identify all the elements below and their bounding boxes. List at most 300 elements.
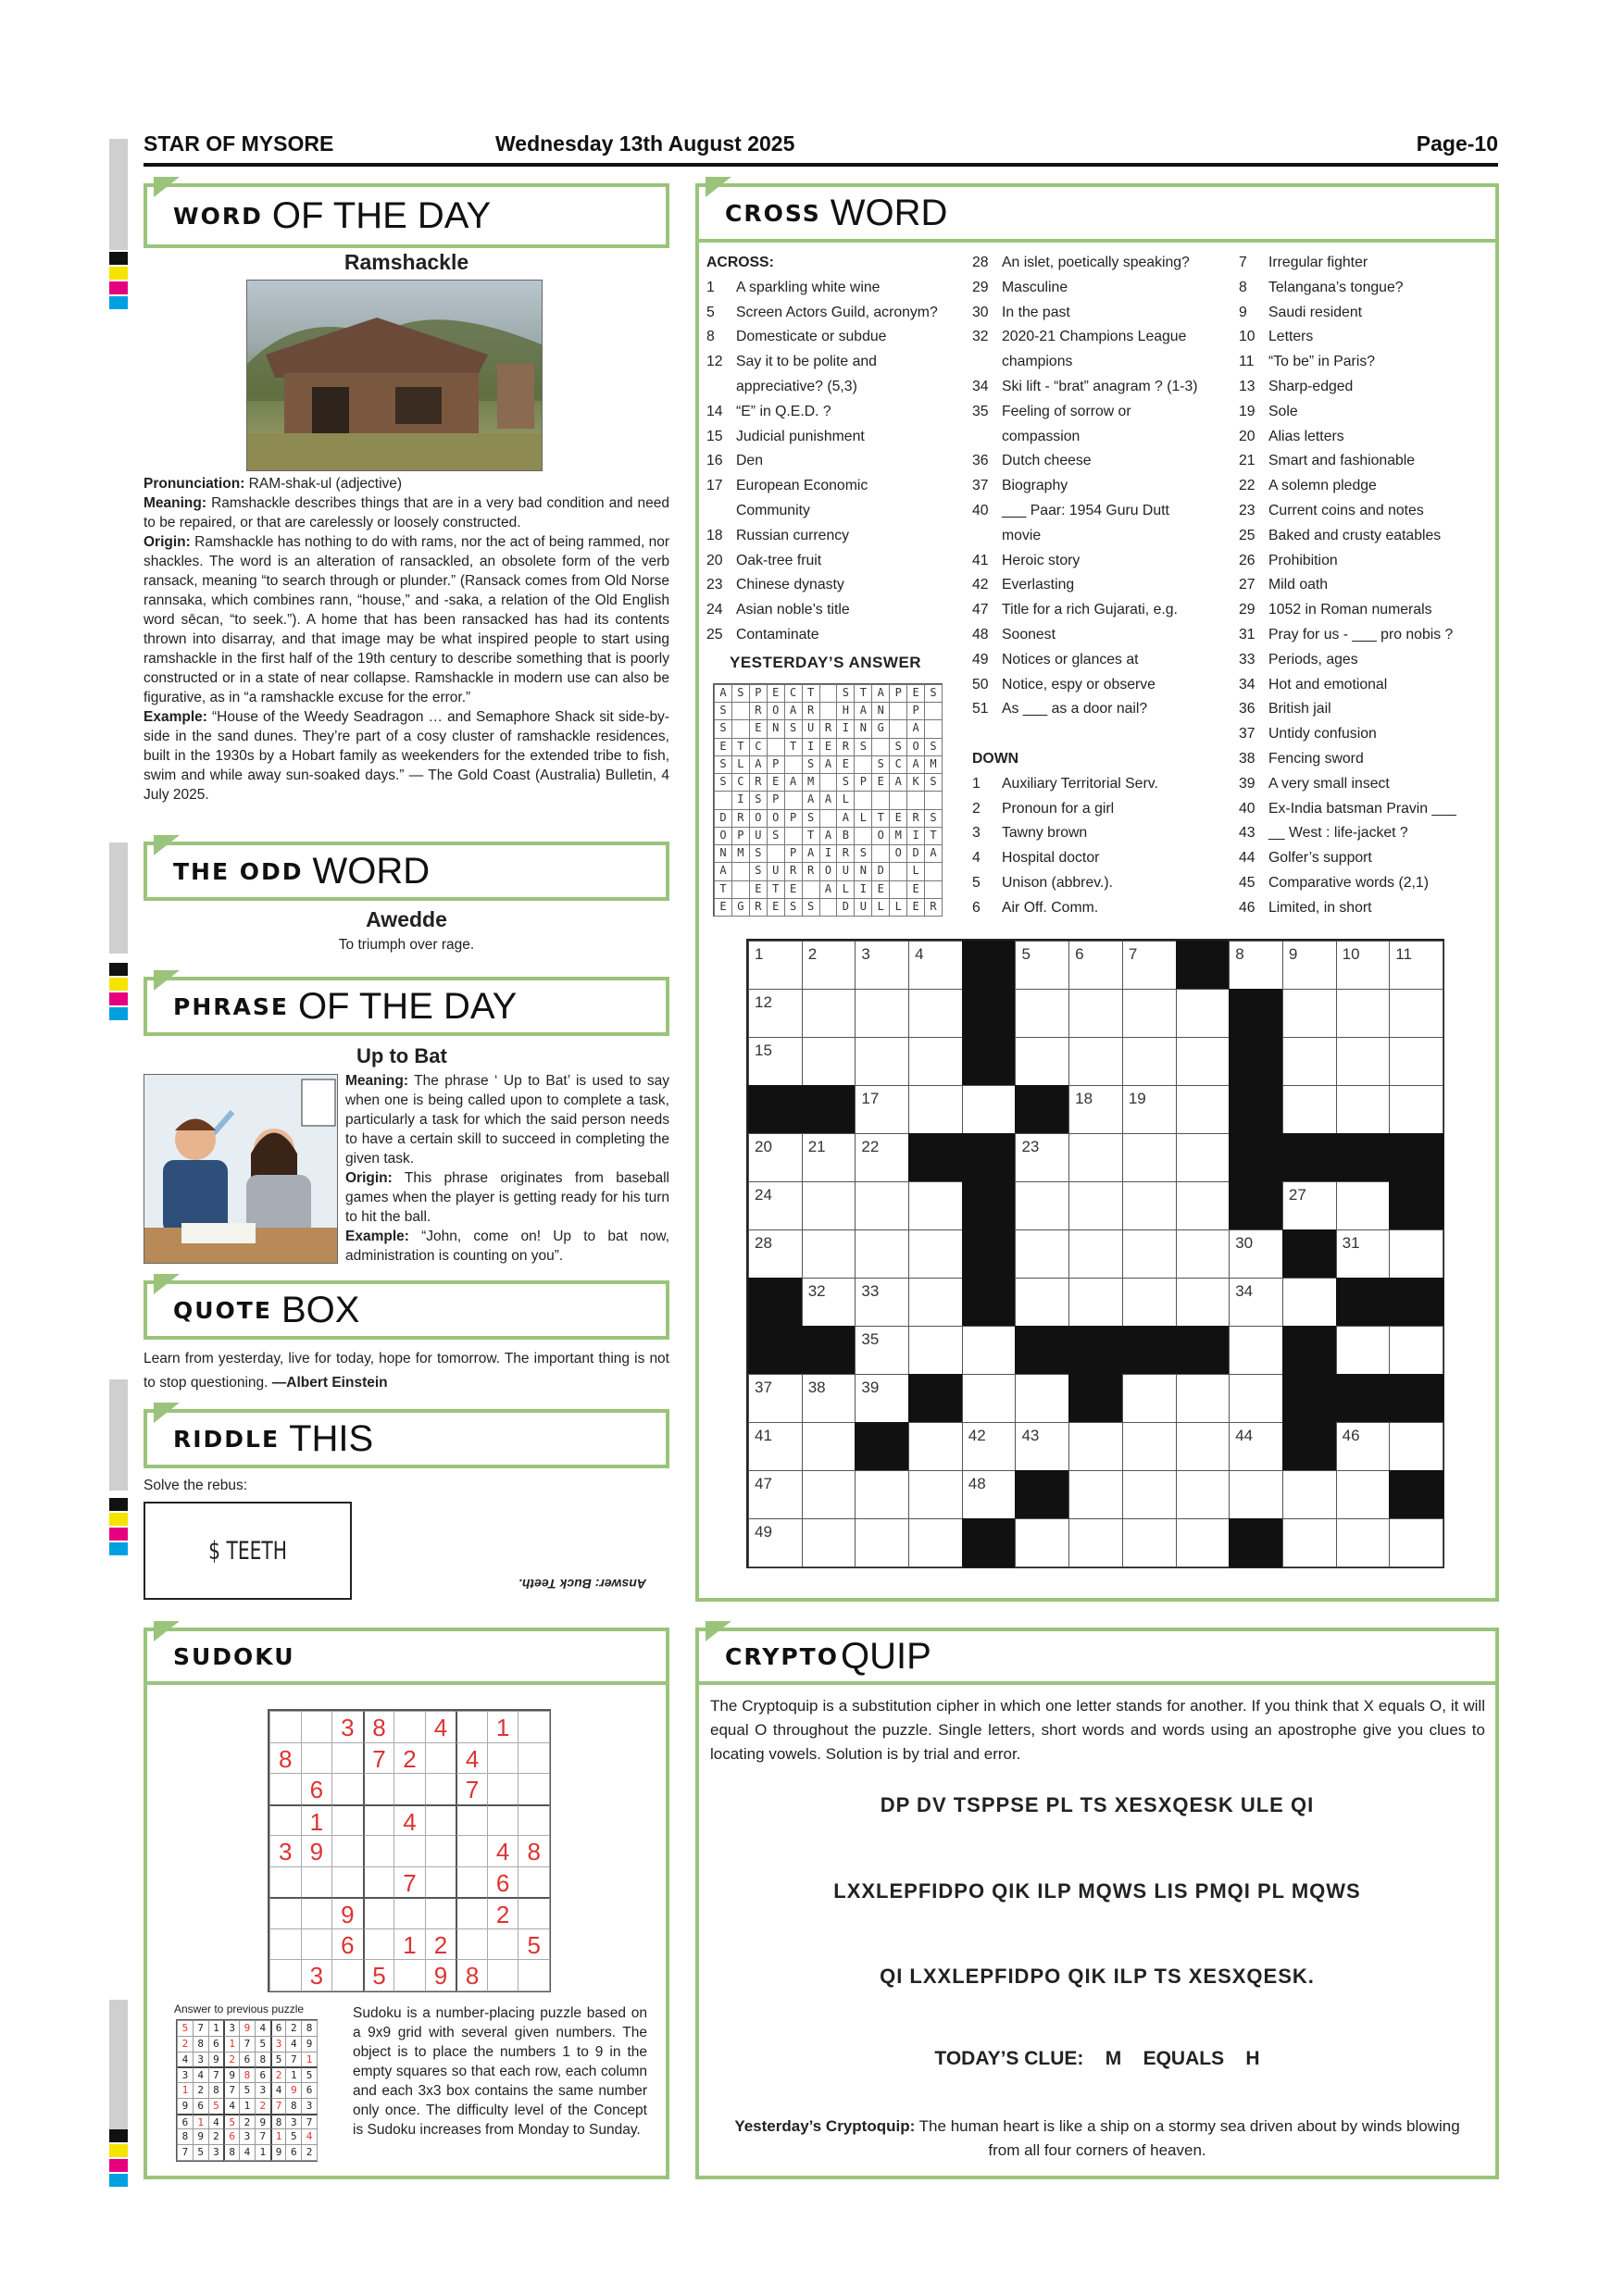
- crossword-cell[interactable]: [855, 1229, 909, 1279]
- answer-cell: D: [871, 862, 890, 880]
- crossword-cell[interactable]: [1282, 1037, 1337, 1086]
- sudoku-cell[interactable]: [301, 1866, 333, 1899]
- sudoku-cell[interactable]: [456, 1897, 488, 1929]
- clue-number: 1: [706, 279, 715, 295]
- sudoku-cell[interactable]: 8: [363, 1711, 395, 1743]
- crossword-cell[interactable]: [1336, 941, 1391, 990]
- crossword-cell[interactable]: [1068, 1470, 1123, 1519]
- cipher-line-1: DP DV TSPPSE PL TS XESXQESK ULE QI: [880, 1793, 1315, 1816]
- crossword-cell[interactable]: [1282, 1470, 1337, 1519]
- sudoku-cell[interactable]: [363, 1835, 395, 1867]
- crossword-cell[interactable]: [1015, 1422, 1069, 1471]
- crossword-cell[interactable]: [1229, 1278, 1283, 1327]
- crossword-cell[interactable]: [748, 1037, 803, 1086]
- crossword-cell[interactable]: [962, 1470, 1017, 1519]
- sudoku-cell[interactable]: [394, 1897, 426, 1929]
- crossword-cell[interactable]: [1389, 1229, 1443, 1279]
- crossword-cell[interactable]: [908, 1181, 963, 1230]
- clue-text: Say it to be polite and: [736, 354, 877, 370]
- crossword-cell[interactable]: [1389, 941, 1443, 990]
- sudoku-cell[interactable]: [456, 1866, 488, 1899]
- cell-number: 19: [1128, 1090, 1146, 1107]
- sudoku-cell[interactable]: [425, 1804, 457, 1837]
- answer-cell: A: [836, 809, 855, 828]
- sudoku-cell[interactable]: [331, 1866, 364, 1899]
- sudoku-cell[interactable]: 4: [487, 1835, 519, 1867]
- clue: [972, 301, 1236, 326]
- crossword-cell[interactable]: [908, 1085, 963, 1134]
- sudoku-cell[interactable]: [456, 1711, 488, 1743]
- prev-sudoku-cell: 7: [255, 2128, 271, 2145]
- sudoku-cell[interactable]: 2: [425, 1928, 457, 1961]
- sudoku-cell[interactable]: 7: [363, 1742, 395, 1775]
- answer-cell: M: [802, 773, 820, 792]
- cell-number: 43: [1021, 1427, 1040, 1444]
- sudoku-cell[interactable]: [269, 1928, 302, 1961]
- crossword-cell[interactable]: [1068, 1518, 1123, 1567]
- cell-number: 1: [755, 945, 764, 963]
- sudoku-cell[interactable]: 4: [394, 1804, 426, 1837]
- sudoku-cell[interactable]: 8: [269, 1742, 302, 1775]
- prev-sudoku-cell: 9: [208, 2052, 225, 2068]
- sudoku-cell[interactable]: 6: [301, 1773, 333, 1805]
- crossword-cell[interactable]: [908, 1326, 963, 1375]
- answer-cell: [714, 791, 732, 809]
- sudoku-cell[interactable]: [425, 1742, 457, 1775]
- crossword-cell[interactable]: [1389, 989, 1443, 1038]
- crossword-cell[interactable]: [802, 1278, 856, 1327]
- crossword-cell[interactable]: [1068, 1133, 1123, 1182]
- sudoku-cell[interactable]: 8: [518, 1835, 550, 1867]
- crossword-cell[interactable]: [855, 941, 909, 990]
- answer-cell: A: [906, 755, 925, 774]
- sudoku-cell[interactable]: [269, 1804, 302, 1837]
- crossword-cell[interactable]: [1122, 1229, 1177, 1279]
- sudoku-cell[interactable]: [518, 1804, 550, 1837]
- clue-number: 6: [972, 899, 981, 916]
- crossword-cell[interactable]: [1068, 1085, 1123, 1134]
- sudoku-cell[interactable]: [331, 1742, 364, 1775]
- crossword-grid[interactable]: [746, 939, 1444, 1568]
- crossword-cell[interactable]: [1336, 1037, 1391, 1086]
- sudoku-cell[interactable]: [269, 1711, 302, 1743]
- answer-cell: E: [819, 738, 838, 756]
- crossword-cell[interactable]: [1389, 1085, 1443, 1134]
- sudoku-cell[interactable]: [269, 1897, 302, 1929]
- sudoku-cell[interactable]: 7: [394, 1866, 426, 1899]
- crossword-cell[interactable]: [1015, 1229, 1069, 1279]
- crossword-cell[interactable]: [802, 1518, 856, 1567]
- crossword-cell[interactable]: [1122, 941, 1177, 990]
- sudoku-cell[interactable]: [331, 1835, 364, 1867]
- crossword-cell[interactable]: [748, 1422, 803, 1471]
- clue: [706, 375, 970, 400]
- crossword-cell[interactable]: [855, 1374, 909, 1423]
- crossword-cell[interactable]: [855, 1470, 909, 1519]
- crossword-cell[interactable]: [748, 1518, 803, 1567]
- crossword-cell[interactable]: [748, 1470, 803, 1519]
- crossword-cell[interactable]: [1336, 1470, 1391, 1519]
- clue-number: 34: [972, 378, 989, 394]
- sudoku-cell[interactable]: [518, 1897, 550, 1929]
- crossword-cell[interactable]: [1068, 1037, 1123, 1086]
- crossword-cell[interactable]: [802, 989, 856, 1038]
- crossword-cell[interactable]: [908, 1229, 963, 1279]
- example-label: Example:: [144, 709, 207, 725]
- sudoku-cell[interactable]: [394, 1773, 426, 1805]
- sudoku-cell[interactable]: [301, 1897, 333, 1929]
- quote: Learn from yesterday, live for today, hope for tomorrow. The important thing is not to stop questioning.: [144, 1351, 669, 1391]
- clue-number: 12: [706, 354, 723, 370]
- crossword-cell[interactable]: [855, 989, 909, 1038]
- sudoku-cell[interactable]: [394, 1835, 426, 1867]
- crossword-cell[interactable]: [802, 941, 856, 990]
- answer-cell: A: [714, 684, 732, 703]
- answer-cell: G: [731, 898, 750, 917]
- origin: Ramshackle has nothing to do with rams, nor the act of being rammed, nor shackles. The word is an alteration of ransackled, an obsolete form of the verb ransack, meaning “to search through or plunder.” (Ransack comes from Old Norse rannsaka, which combines rann, “house,” and -saka, a relation of the Old English word sēcan, “to seek.”). A home that has been ransacked has had its contents thrown into disarray, and that image may be what inspired people to start using ramshackle in the first half of the 19th century to describe something that is poorly constructed or in a state of near collapse. Ramshackle in modern use can also be figurative, as in “a ramshackle excuse for the error.”: [144, 534, 669, 705]
- crossword-block: [1282, 1229, 1337, 1279]
- crossword-cell[interactable]: [802, 1374, 856, 1423]
- answer-cell: [906, 791, 925, 809]
- sudoku-cell[interactable]: 9: [331, 1897, 364, 1929]
- crossword-cell[interactable]: [1336, 1422, 1391, 1471]
- crossword-cell[interactable]: [855, 1326, 909, 1375]
- sudoku-cell[interactable]: 4: [425, 1711, 457, 1743]
- crossword-cell[interactable]: [1229, 1470, 1283, 1519]
- sudoku-cell[interactable]: [518, 1742, 550, 1775]
- crossword-cell[interactable]: [1176, 1422, 1230, 1471]
- sudoku-cell[interactable]: 2: [487, 1897, 519, 1929]
- answer-cell: I: [819, 844, 838, 863]
- sudoku-cell[interactable]: 3: [301, 1959, 333, 1991]
- crossword-cell[interactable]: [1068, 1278, 1123, 1327]
- answer-cell: B: [836, 827, 855, 845]
- sudoku-cell[interactable]: [301, 1711, 333, 1743]
- crossword-cell[interactable]: [1336, 1229, 1391, 1279]
- sudoku-cell[interactable]: [487, 1959, 519, 1991]
- crossword-cell[interactable]: [1068, 1422, 1123, 1471]
- sudoku-cell[interactable]: [363, 1866, 395, 1899]
- clue-text: Soonest: [1002, 626, 1056, 643]
- sudoku-cell[interactable]: [456, 1835, 488, 1867]
- crossword-cell[interactable]: [1282, 1278, 1337, 1327]
- crossword-cell[interactable]: [1282, 1181, 1337, 1230]
- crossword-cell[interactable]: [1282, 1085, 1337, 1134]
- riddle-answer: Answer: Buck Teeth.: [518, 1577, 646, 1591]
- sudoku-cell[interactable]: [425, 1897, 457, 1929]
- crossword-cell[interactable]: [748, 1133, 803, 1182]
- crossword-cell[interactable]: [1176, 1085, 1230, 1134]
- crossword-cell[interactable]: [1176, 1181, 1230, 1230]
- clue-number: 21: [1239, 453, 1255, 469]
- sudoku-cell[interactable]: [269, 1959, 302, 1991]
- answer-cell: S: [802, 755, 820, 774]
- crossword-cell[interactable]: [1122, 989, 1177, 1038]
- crossword-cell[interactable]: [908, 1422, 963, 1471]
- crossword-cell[interactable]: [855, 1085, 909, 1134]
- section-title-small: SUDOKU: [173, 1642, 295, 1670]
- sudoku-cell[interactable]: 9: [301, 1835, 333, 1867]
- cell-number: 18: [1075, 1090, 1093, 1107]
- down-clues-col2: [972, 747, 1236, 921]
- crossword-block: [1015, 1470, 1069, 1519]
- crossword-cell[interactable]: [1015, 1374, 1069, 1423]
- crossword-cell[interactable]: [908, 941, 963, 990]
- yesterday-text: The human heart is like a ship on a stormy sea driven about by winds blowing from all four corners of heaven.: [918, 2117, 1460, 2159]
- crossword-cell[interactable]: [1015, 1133, 1069, 1182]
- section-title-small: THE ODD: [173, 857, 304, 885]
- crossword-cell[interactable]: [802, 1470, 856, 1519]
- crossword-cell[interactable]: [748, 1374, 803, 1423]
- crossword-cell[interactable]: [802, 1181, 856, 1230]
- crossword-cell[interactable]: [1015, 1518, 1069, 1567]
- crossword-cell[interactable]: [908, 1278, 963, 1327]
- clue-text: As ___ as a door nail?: [1002, 701, 1148, 718]
- answer-cell: T: [924, 827, 943, 845]
- crossword-cell[interactable]: [1122, 1278, 1177, 1327]
- crossword-cell[interactable]: [802, 1037, 856, 1086]
- sudoku-cell[interactable]: [331, 1804, 364, 1837]
- sudoku-cell[interactable]: [518, 1711, 550, 1743]
- crossword-cell[interactable]: [1229, 1229, 1283, 1279]
- crossword-cell[interactable]: [1282, 941, 1337, 990]
- crossword-cell[interactable]: [748, 989, 803, 1038]
- crossword-cell[interactable]: [802, 1422, 856, 1471]
- sudoku-cell[interactable]: [456, 1804, 488, 1837]
- sudoku-cell[interactable]: 7: [456, 1773, 488, 1805]
- quote-author: —Albert Einstein: [271, 1375, 388, 1391]
- crossword-cell[interactable]: [1389, 1037, 1443, 1086]
- crossword-cell[interactable]: [855, 1037, 909, 1086]
- answer-cell: R: [731, 809, 750, 828]
- sudoku-cell[interactable]: 6: [487, 1866, 519, 1899]
- prev-sudoku-cell: 2: [239, 2114, 256, 2130]
- sudoku-cell[interactable]: 1: [487, 1711, 519, 1743]
- crossword-cell[interactable]: [1176, 1133, 1230, 1182]
- sudoku-cell[interactable]: 8: [456, 1959, 488, 1991]
- crossword-cell[interactable]: [908, 1518, 963, 1567]
- crossword-cell[interactable]: [1229, 1326, 1283, 1375]
- cell-number: 46: [1342, 1427, 1360, 1444]
- clue-number: 16: [706, 453, 723, 469]
- crossword-cell[interactable]: [1389, 1518, 1443, 1567]
- crossword-cell[interactable]: [1068, 1229, 1123, 1279]
- crossword-cell[interactable]: [1176, 1229, 1230, 1279]
- answer-cell: O: [889, 844, 907, 863]
- crossword-cell[interactable]: [1176, 1278, 1230, 1327]
- answer-cell: O: [767, 702, 785, 720]
- answer-cell: P: [784, 809, 803, 828]
- sudoku-cell[interactable]: [301, 1928, 333, 1961]
- answer-cell: [854, 755, 872, 774]
- reg-magenta: [109, 2159, 128, 2172]
- crossword-cell[interactable]: [1282, 1518, 1337, 1567]
- crossword-cell[interactable]: [1282, 989, 1337, 1038]
- sudoku-cell[interactable]: [363, 1897, 395, 1929]
- crossword-cell[interactable]: [1336, 989, 1391, 1038]
- crossword-block: [962, 1133, 1017, 1182]
- sudoku-cell[interactable]: 3: [269, 1835, 302, 1867]
- answer-cell: M: [889, 827, 907, 845]
- prev-sudoku-cell: 3: [208, 2144, 225, 2161]
- clue: [972, 474, 1236, 499]
- clue: [972, 449, 1236, 474]
- sudoku-cell[interactable]: [487, 1742, 519, 1775]
- crossword-cell[interactable]: [1176, 1518, 1230, 1567]
- sudoku-cell[interactable]: 5: [518, 1928, 550, 1961]
- clue-number: 29: [972, 279, 989, 295]
- crossword-cell[interactable]: [802, 1229, 856, 1279]
- crossword-cell[interactable]: [1015, 1278, 1069, 1327]
- crossword-cell[interactable]: [855, 1181, 909, 1230]
- answer-cell: R: [819, 719, 838, 738]
- crossword-cell[interactable]: [1176, 1470, 1230, 1519]
- answer-cell: N: [714, 844, 732, 863]
- crossword-cell[interactable]: [855, 1133, 909, 1182]
- answer-cell: [784, 791, 803, 809]
- clue-number: 34: [1239, 676, 1255, 693]
- yesterday-answer-title: YESTERDAY’S ANSWER: [730, 654, 922, 671]
- crossword-cell[interactable]: [748, 1229, 803, 1279]
- crossword-block: [1336, 1133, 1391, 1182]
- sudoku-cell[interactable]: [487, 1928, 519, 1961]
- sudoku-cell[interactable]: [269, 1866, 302, 1899]
- sudoku-cell[interactable]: [363, 1804, 395, 1837]
- sudoku-grid[interactable]: [268, 1709, 551, 1992]
- prev-sudoku-cell: 9: [193, 2128, 209, 2145]
- sudoku-cell[interactable]: [487, 1773, 519, 1805]
- prev-sudoku-cell: 7: [239, 2036, 256, 2053]
- crossword-cell[interactable]: [1176, 1037, 1230, 1086]
- crossword-cell[interactable]: [1068, 1181, 1123, 1230]
- crossword-cell[interactable]: [1122, 1470, 1177, 1519]
- crossword-cell[interactable]: [1389, 1422, 1443, 1471]
- sudoku-cell[interactable]: [456, 1928, 488, 1961]
- sudoku-cell[interactable]: [269, 1773, 302, 1805]
- clue: [972, 251, 1236, 276]
- crossword-cell[interactable]: [1122, 1037, 1177, 1086]
- sudoku-cell[interactable]: [394, 1711, 426, 1743]
- prev-sudoku-cell: 1: [208, 2020, 225, 2037]
- answer-cell: R: [906, 809, 925, 828]
- answer-cell: R: [802, 862, 820, 880]
- clue-number: 36: [972, 453, 989, 469]
- sudoku-cell[interactable]: [363, 1928, 395, 1961]
- crossword-cell[interactable]: [908, 989, 963, 1038]
- clue-text: Pronoun for a girl: [1002, 800, 1115, 817]
- crossword-cell[interactable]: [748, 1181, 803, 1230]
- prev-sudoku-cell: 6: [239, 2052, 256, 2068]
- answer-cell: U: [802, 719, 820, 738]
- sudoku-cell[interactable]: 6: [331, 1928, 364, 1961]
- sudoku-cell[interactable]: [518, 1773, 550, 1805]
- sudoku-cell[interactable]: [425, 1835, 457, 1867]
- sudoku-cell[interactable]: [394, 1959, 426, 1991]
- answer-cell: [871, 844, 890, 863]
- crossword-cell[interactable]: [802, 1133, 856, 1182]
- crossword-cell[interactable]: [1122, 1518, 1177, 1567]
- crossword-cell[interactable]: [962, 1374, 1017, 1423]
- answer-cell: [871, 791, 890, 809]
- clue-text: Masculine: [1002, 279, 1068, 295]
- crossword-cell[interactable]: [962, 1326, 1017, 1375]
- clue-number: 37: [1239, 726, 1255, 742]
- sudoku-cell[interactable]: 1: [301, 1804, 333, 1837]
- answer-cell: S: [854, 738, 872, 756]
- clue-number: 20: [706, 552, 723, 568]
- sudoku-cell[interactable]: 4: [456, 1742, 488, 1775]
- clue: [706, 350, 970, 375]
- crossword-cell[interactable]: [1336, 1518, 1391, 1567]
- sudoku-cell[interactable]: 3: [331, 1711, 364, 1743]
- crossword-cell[interactable]: [1336, 1326, 1391, 1375]
- sudoku-cell[interactable]: 5: [363, 1959, 395, 1991]
- sudoku-cell[interactable]: [331, 1773, 364, 1805]
- sudoku-cell[interactable]: [331, 1959, 364, 1991]
- crossword-cell[interactable]: [1015, 1037, 1069, 1086]
- crossword-cell[interactable]: [1336, 1085, 1391, 1134]
- crossword-cell[interactable]: [908, 1470, 963, 1519]
- sudoku-cell[interactable]: [425, 1866, 457, 1899]
- crossword-cell[interactable]: [1389, 1326, 1443, 1375]
- answer-cell: E: [767, 684, 785, 703]
- answer-cell: [889, 791, 907, 809]
- crossword-cell[interactable]: [1176, 1374, 1230, 1423]
- crossword-cell[interactable]: [1122, 1374, 1177, 1423]
- cell-number: 9: [1288, 945, 1298, 963]
- crossword-cell[interactable]: [908, 1037, 963, 1086]
- answer-cell: A: [714, 862, 732, 880]
- clue-text: Everlasting: [1002, 577, 1075, 593]
- crossword-cell[interactable]: [855, 1278, 909, 1327]
- answer-cell: S: [854, 844, 872, 863]
- crossword-cell[interactable]: [1229, 1422, 1283, 1471]
- prev-sudoku-cell: 8: [223, 2144, 240, 2161]
- sudoku-cell[interactable]: 1: [394, 1928, 426, 1961]
- sudoku-cell[interactable]: [487, 1804, 519, 1837]
- crossword-cell[interactable]: [1176, 989, 1230, 1038]
- crossword-cell[interactable]: [1015, 1181, 1069, 1230]
- crossword-cell[interactable]: [1229, 941, 1283, 990]
- crossword-cell[interactable]: [962, 1422, 1017, 1471]
- crossword-cell[interactable]: [1015, 989, 1069, 1038]
- crossword-cell[interactable]: [1068, 941, 1123, 990]
- crossword-cell[interactable]: [855, 1518, 909, 1567]
- crossword-cell[interactable]: [1229, 1374, 1283, 1423]
- sudoku-cell[interactable]: [425, 1773, 457, 1805]
- crossword-cell[interactable]: [1015, 941, 1069, 990]
- sudoku-cell[interactable]: 2: [394, 1742, 426, 1775]
- sudoku-cell[interactable]: [518, 1959, 550, 1991]
- sudoku-cell[interactable]: 9: [425, 1959, 457, 1991]
- sudoku-cell[interactable]: [518, 1866, 550, 1899]
- answer-cell: D: [906, 844, 925, 863]
- crossword-cell[interactable]: [748, 941, 803, 990]
- sudoku-cell[interactable]: [363, 1773, 395, 1805]
- crossword-cell[interactable]: [1068, 989, 1123, 1038]
- clue: [1239, 449, 1493, 474]
- crossword-cell[interactable]: [1122, 1133, 1177, 1182]
- sudoku-cell[interactable]: [301, 1742, 333, 1775]
- clue-number: 1: [972, 775, 981, 792]
- crossword-cell[interactable]: [1122, 1085, 1177, 1134]
- prev-sudoku-cell: 3: [301, 2098, 318, 2115]
- crossword-cell[interactable]: [1336, 1181, 1391, 1230]
- crossword-cell[interactable]: [962, 1085, 1017, 1134]
- crossword-cell[interactable]: [1122, 1422, 1177, 1471]
- crossword-cell[interactable]: [1122, 1181, 1177, 1230]
- prev-sudoku-cell: 5: [301, 2066, 318, 2083]
